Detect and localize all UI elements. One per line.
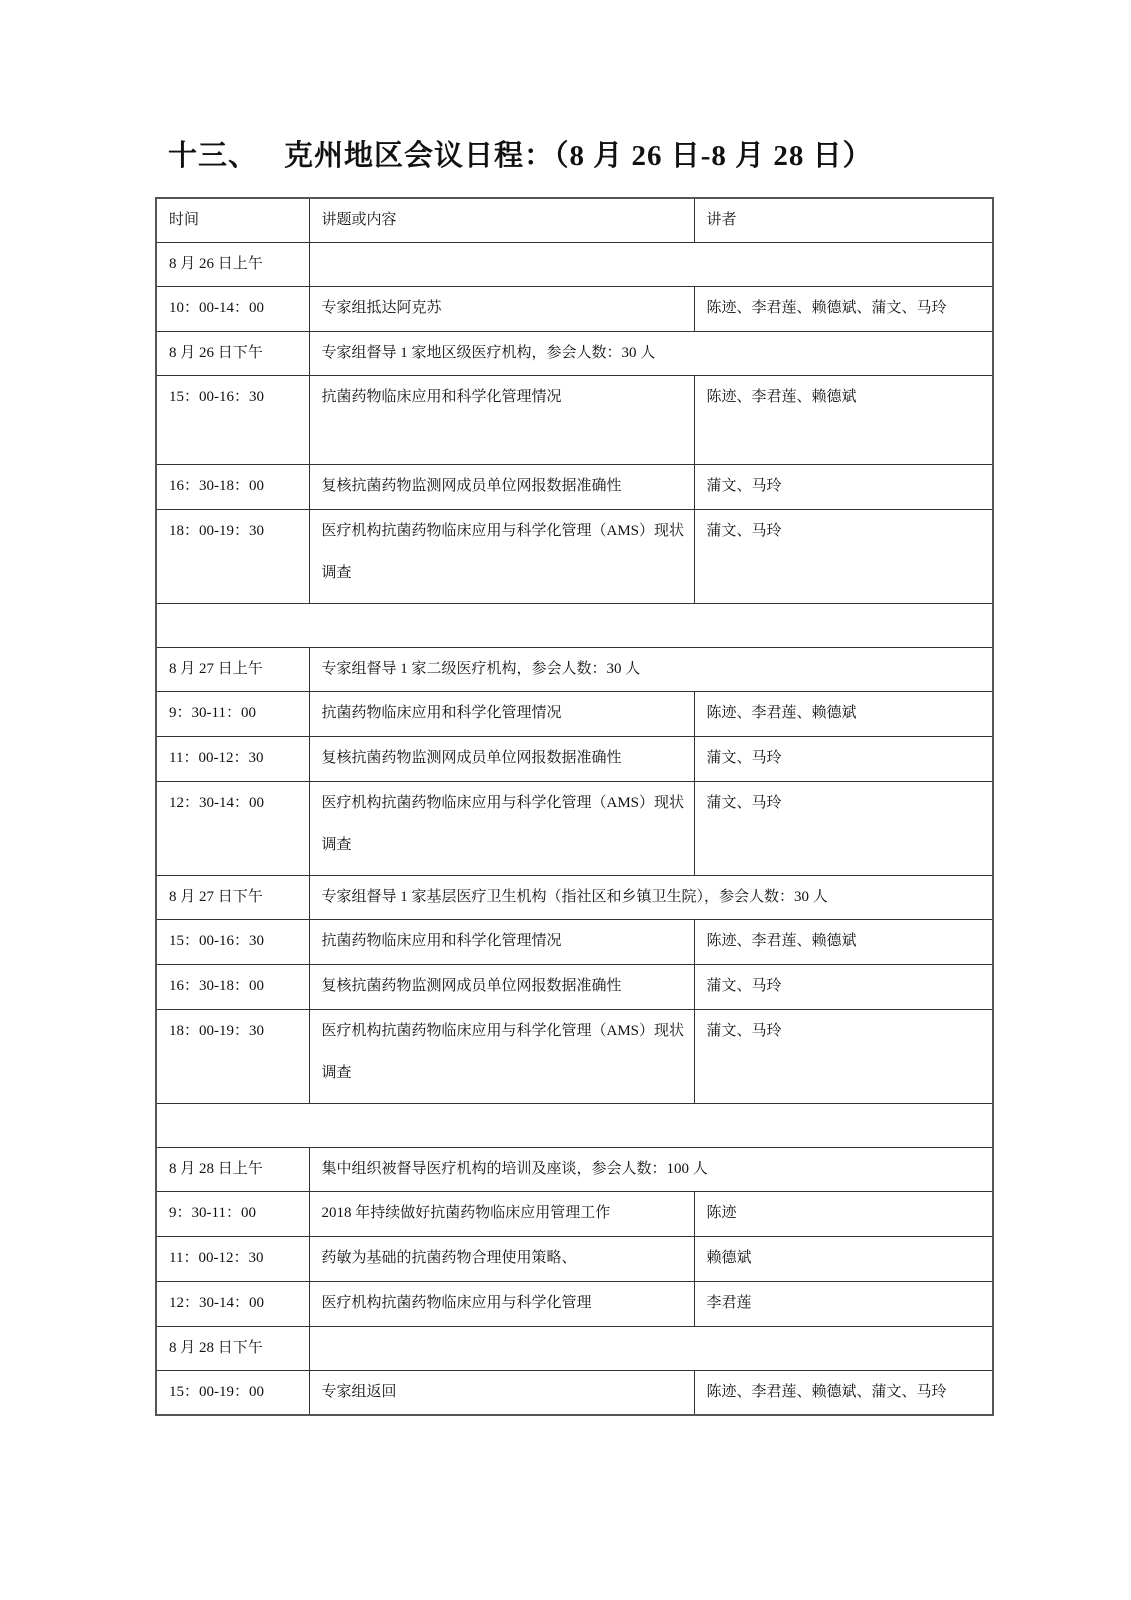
schedule-row	[156, 286, 993, 331]
title-text: 克州地区会议日程：（8 月 26 日-8 月 28 日）	[284, 140, 873, 172]
schedule-table	[155, 197, 994, 1416]
day-content-cell: 专家组督导 1 家地区级医疗机构，参会人数：30 人	[309, 331, 993, 375]
schedule-row	[156, 1281, 993, 1326]
speaker-cell: 陈迹、李君莲、赖德斌	[694, 691, 993, 736]
separator-row	[156, 1103, 993, 1147]
topic-cell: 专家组返回	[309, 1370, 694, 1415]
separator-row	[156, 603, 993, 647]
time-cell: 12：30-14：00	[156, 1281, 309, 1326]
day-content-cell	[309, 1326, 993, 1370]
speaker-cell: 赖德斌	[694, 1236, 993, 1281]
schedule-row	[156, 691, 993, 736]
topic-cell: 抗菌药物临床应用和科学化管理情况	[309, 375, 694, 464]
topic-cell: 医疗机构抗菌药物临床应用与科学化管理（AMS）现状调查	[309, 781, 694, 875]
day-content-cell: 专家组督导 1 家基层医疗卫生机构（指社区和乡镇卫生院），参会人数：30 人	[309, 875, 993, 919]
day-content-cell	[309, 242, 993, 286]
schedule-row	[156, 1009, 993, 1103]
day-label-cell: 8 月 26 日下午	[156, 331, 309, 375]
day-section-row	[156, 331, 993, 375]
schedule-row	[156, 1236, 993, 1281]
topic-cell: 复核抗菌药物监测网成员单位网报数据准确性	[309, 736, 694, 781]
day-section-row	[156, 242, 993, 286]
header-topic: 讲题或内容	[309, 198, 694, 242]
separator-cell	[156, 1103, 993, 1147]
day-label-cell: 8 月 27 日下午	[156, 875, 309, 919]
time-cell: 16：30-18：00	[156, 964, 309, 1009]
schedule-row	[156, 464, 993, 509]
separator-cell	[156, 603, 993, 647]
topic-cell: 2018 年持续做好抗菌药物临床应用管理工作	[309, 1191, 694, 1236]
topic-cell: 医疗机构抗菌药物临床应用与科学化管理（AMS）现状调查	[309, 1009, 694, 1103]
day-label-cell: 8 月 28 日下午	[156, 1326, 309, 1370]
speaker-cell: 陈迹、李君莲、赖德斌、蒲文、马玲	[694, 1370, 993, 1415]
time-cell: 11：00-12：30	[156, 736, 309, 781]
day-section-row	[156, 647, 993, 691]
topic-cell: 专家组抵达阿克苏	[309, 286, 694, 331]
day-section-row	[156, 875, 993, 919]
time-cell: 9：30-11：00	[156, 1191, 309, 1236]
speaker-cell: 蒲文、马玲	[694, 464, 993, 509]
time-cell: 16：30-18：00	[156, 464, 309, 509]
time-cell: 18：00-19：30	[156, 1009, 309, 1103]
speaker-cell: 李君莲	[694, 1281, 993, 1326]
time-cell: 11：00-12：30	[156, 1236, 309, 1281]
day-section-row	[156, 1326, 993, 1370]
title-section-number: 十三、	[168, 140, 259, 172]
page-title	[168, 133, 873, 174]
schedule-row	[156, 375, 993, 464]
speaker-cell: 蒲文、马玲	[694, 964, 993, 1009]
header-time: 时间	[156, 198, 309, 242]
topic-cell: 复核抗菌药物监测网成员单位网报数据准确性	[309, 964, 694, 1009]
speaker-cell: 蒲文、马玲	[694, 736, 993, 781]
speaker-cell: 陈迹、李君莲、赖德斌、蒲文、马玲	[694, 286, 993, 331]
header-speaker: 讲者	[694, 198, 993, 242]
day-content-cell: 集中组织被督导医疗机构的培训及座谈，参会人数：100 人	[309, 1147, 993, 1191]
topic-cell: 医疗机构抗菌药物临床应用与科学化管理（AMS）现状调查	[309, 509, 694, 603]
time-cell: 15：00-19：00	[156, 1370, 309, 1415]
day-content-cell: 专家组督导 1 家二级医疗机构，参会人数：30 人	[309, 647, 993, 691]
speaker-cell: 陈迹、李君莲、赖德斌	[694, 919, 993, 964]
topic-cell: 药敏为基础的抗菌药物合理使用策略、	[309, 1236, 694, 1281]
day-section-row	[156, 1147, 993, 1191]
table-header-row	[156, 198, 993, 242]
topic-cell: 抗菌药物临床应用和科学化管理情况	[309, 919, 694, 964]
speaker-cell: 陈迹、李君莲、赖德斌	[694, 375, 993, 464]
time-cell: 18：00-19：30	[156, 509, 309, 603]
schedule-row	[156, 781, 993, 875]
day-label-cell: 8 月 26 日上午	[156, 242, 309, 286]
time-cell: 15：00-16：30	[156, 919, 309, 964]
topic-cell: 医疗机构抗菌药物临床应用与科学化管理	[309, 1281, 694, 1326]
speaker-cell: 蒲文、马玲	[694, 509, 993, 603]
time-cell: 10：00-14：00	[156, 286, 309, 331]
day-label-cell: 8 月 28 日上午	[156, 1147, 309, 1191]
schedule-row	[156, 919, 993, 964]
speaker-cell: 蒲文、马玲	[694, 781, 993, 875]
schedule-row	[156, 1191, 993, 1236]
time-cell: 15：00-16：30	[156, 375, 309, 464]
schedule-row	[156, 509, 993, 603]
speaker-cell: 蒲文、马玲	[694, 1009, 993, 1103]
schedule-row	[156, 736, 993, 781]
topic-cell: 抗菌药物临床应用和科学化管理情况	[309, 691, 694, 736]
topic-cell: 复核抗菌药物监测网成员单位网报数据准确性	[309, 464, 694, 509]
schedule-row	[156, 1370, 993, 1415]
schedule-row	[156, 964, 993, 1009]
time-cell: 12：30-14：00	[156, 781, 309, 875]
speaker-cell: 陈迹	[694, 1191, 993, 1236]
time-cell: 9：30-11：00	[156, 691, 309, 736]
day-label-cell: 8 月 27 日上午	[156, 647, 309, 691]
